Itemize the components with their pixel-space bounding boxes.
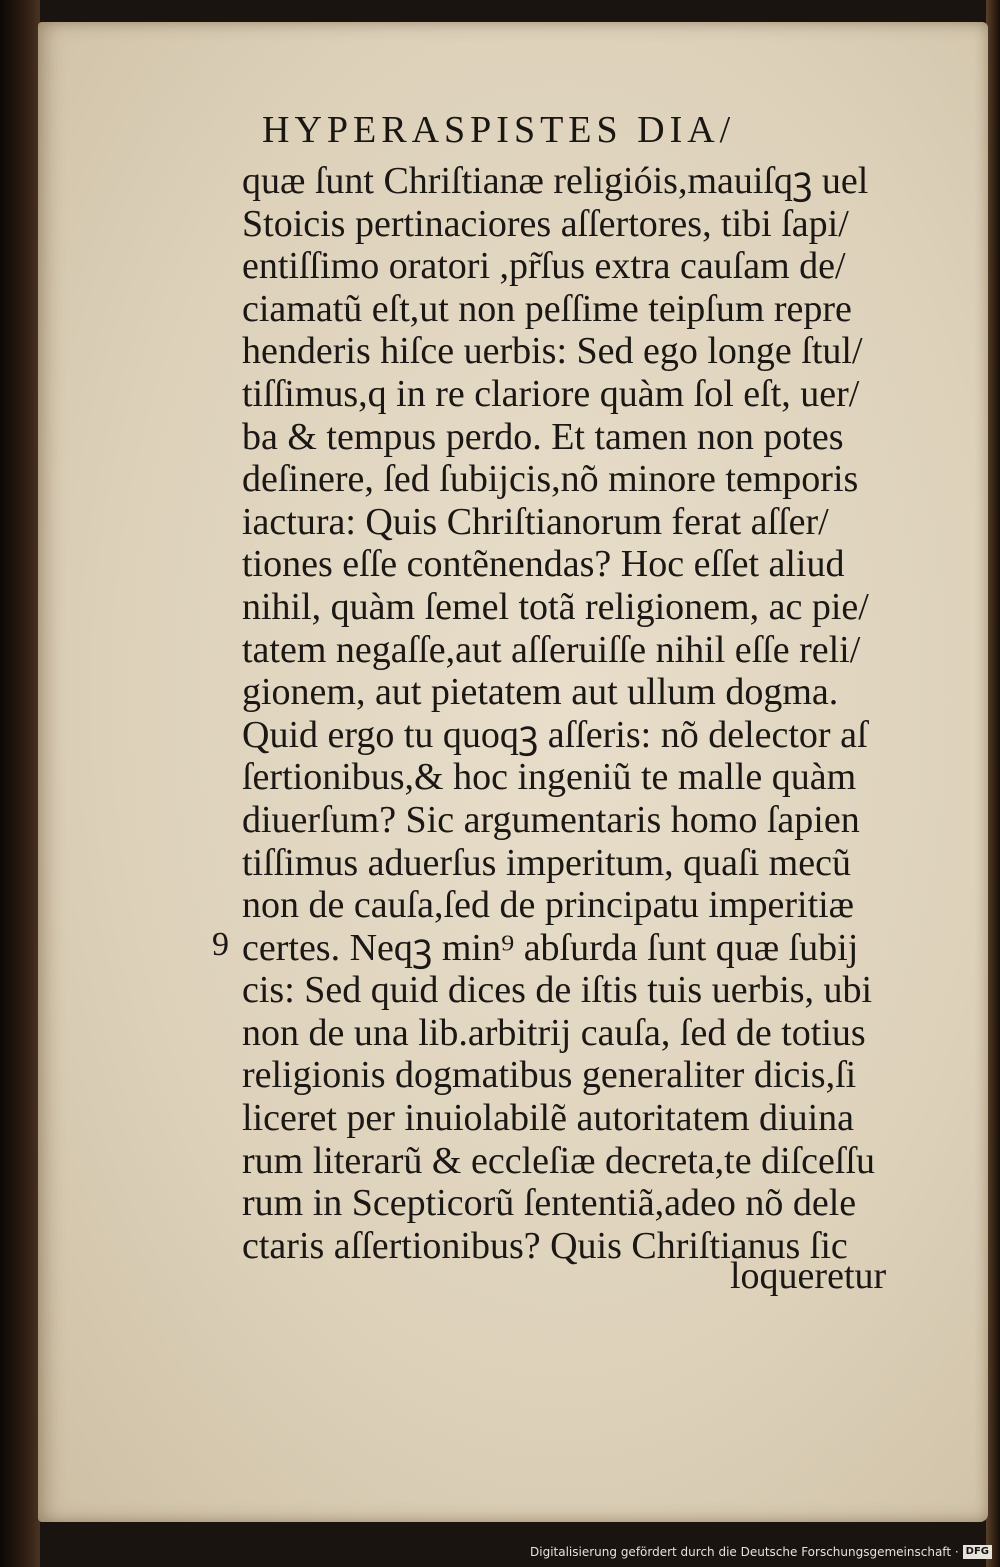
text-line: tiones eſſe contẽnendas? Hoc eſſet aliud <box>242 543 845 586</box>
text-line: tiſſimus aduerſus imperitum, quaſi mecũ <box>242 841 851 884</box>
text-line: gionem, aut pietatem aut ullum dogma. <box>242 671 839 714</box>
text-line: certes. Neqꝫ min⁹ abſurda ſunt quæ ſubij <box>242 926 859 969</box>
text-line: rum literarũ & eccleſiæ decreta,te diſceſſu <box>242 1139 876 1182</box>
book-edge-right <box>986 0 1000 1567</box>
text-line: ſertionibus,& hoc ingeniũ te malle quàm <box>242 756 857 799</box>
body-text <box>242 160 902 1267</box>
text-line: entiſſimo oratori ,pr̃ſus extra cauſam de/ <box>242 245 846 288</box>
text-line: Stoicis pertinaciores aſſertores, tibi ſapi/ <box>242 202 849 245</box>
catchword: loqueretur <box>730 1255 887 1297</box>
text-line: liceret per inuiolabilẽ autoritatem diuina <box>242 1097 854 1140</box>
text-line: deſinere, ſed ſubijcis,nõ minore temporis <box>242 458 859 501</box>
text-line: cis: Sed quid dices de iſtis tuis uerbis, ubi <box>242 969 873 1012</box>
text-line: henderis hiſce uerbis: Sed ego longe ſtul/ <box>242 330 863 373</box>
text-line: rum in Scepticorũ ſententiã,adeo nõ dele <box>242 1182 857 1225</box>
running-header: HYPERASPISTES DIA/ <box>262 109 736 151</box>
text-line: ba & tempus perdo. Et tamen non potes <box>242 415 844 458</box>
digitization-credit <box>530 1541 992 1563</box>
text-line: quæ ſunt Chriſtianæ religióis,mauiſqꝫ uel <box>242 160 869 202</box>
marginal-number: 9 <box>212 926 229 963</box>
text-line: nihil, quàm ſemel totã religionem, ac pie/ <box>242 585 869 628</box>
text-line: tiſſimus,q in re clariore quàm ſol eſt, uer/ <box>242 372 860 415</box>
text-line: ctaris aſſertionibus? Quis Chriſtianus ſic <box>242 1224 848 1267</box>
text-line: Quid ergo tu quoqꝫ aſſeris: nõ delector aſ <box>242 713 868 756</box>
text-line: diuerſum? Sic argumentaris homo ſapien <box>242 798 860 841</box>
dfg-logo-icon: DFG <box>963 1545 992 1559</box>
book-spine-left <box>0 0 40 1567</box>
text-line: non de una lib.arbitrij cauſa, ſed de totius <box>242 1011 866 1054</box>
text-line: iactura: Quis Chriſtianorum ferat aſſer/ <box>242 500 829 543</box>
text-line: tatem negaſſe,aut aſſeruiſſe nihil eſſe reli/ <box>242 628 861 671</box>
text-line: religionis dogmatibus generaliter dicis,ſi <box>242 1054 857 1097</box>
text-line: ciamatũ eſt,ut non peſſime teipſum repre <box>242 287 852 330</box>
text-line: non de cauſa,ſed de principatu imperitiæ <box>242 884 855 927</box>
credit-text: Digitalisierung gefördert durch die Deutsche Forschungsgemeinschaft · <box>530 1545 959 1559</box>
